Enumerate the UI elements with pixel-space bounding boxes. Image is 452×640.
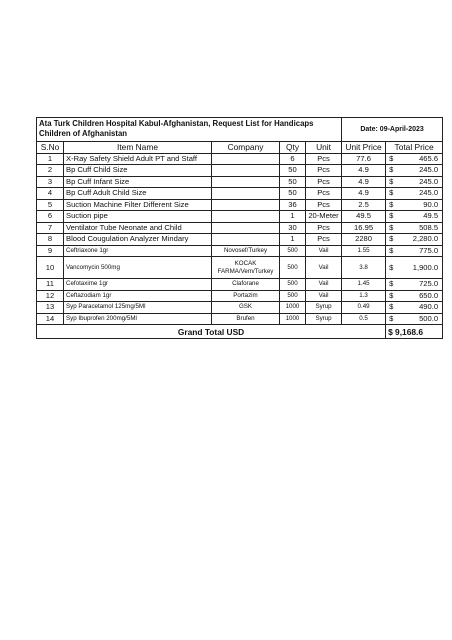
row-unit-price: 4.9 bbox=[342, 165, 386, 177]
row-total-price bbox=[386, 279, 443, 291]
row-item-name: Suction Machine Filter Different Size bbox=[64, 199, 212, 211]
row-unit-price: 4.9 bbox=[342, 176, 386, 188]
grand-total-label: Grand Total USD bbox=[37, 325, 386, 339]
header-unit: Unit bbox=[306, 142, 342, 154]
currency-symbol: $ bbox=[389, 176, 394, 186]
row-unit: 20-Meter bbox=[306, 211, 342, 223]
row-total-amount: 490.0 bbox=[419, 302, 439, 312]
row-unit: Vail bbox=[306, 290, 342, 302]
title-row bbox=[37, 118, 443, 142]
table-row bbox=[37, 188, 443, 200]
table-row bbox=[37, 176, 443, 188]
row-company bbox=[212, 176, 280, 188]
row-qty: 1 bbox=[280, 211, 306, 223]
row-total-amount: 725.0 bbox=[419, 279, 439, 289]
row-company: Brufen bbox=[212, 313, 280, 325]
row-sno: 2 bbox=[37, 165, 64, 177]
currency-symbol: $ bbox=[389, 290, 394, 300]
row-unit-price: 2.5 bbox=[342, 199, 386, 211]
row-qty: 30 bbox=[280, 222, 306, 234]
row-total-price bbox=[386, 211, 443, 223]
row-qty: 50 bbox=[280, 176, 306, 188]
row-qty: 500 bbox=[280, 257, 306, 279]
table-row bbox=[37, 279, 443, 291]
row-company: Claforane bbox=[212, 279, 280, 291]
row-total-amount: 49.5 bbox=[423, 211, 439, 221]
row-unit-price: 1.55 bbox=[342, 245, 386, 257]
row-unit-price: 77.6 bbox=[342, 153, 386, 165]
header-company: Company bbox=[212, 142, 280, 154]
header-total-price: Total Price bbox=[386, 142, 443, 154]
row-unit-price: 2280 bbox=[342, 234, 386, 246]
row-item-name: Cefotaxime 1gr bbox=[64, 279, 212, 291]
header-item-name: Item Name bbox=[64, 142, 212, 154]
row-company: Portazim bbox=[212, 290, 280, 302]
row-total-price bbox=[386, 234, 443, 246]
header-sno: S.No bbox=[37, 142, 64, 154]
row-company-line2: FARMA/Vem/Turkey bbox=[217, 267, 274, 275]
row-total-price bbox=[386, 302, 443, 314]
table-row bbox=[37, 153, 443, 165]
row-sno: 8 bbox=[37, 234, 64, 246]
row-unit: Pcs bbox=[306, 234, 342, 246]
header-row bbox=[37, 142, 443, 154]
row-item-name: Bp Cuff Infant Size bbox=[64, 176, 212, 188]
row-total-amount: 465.6 bbox=[419, 153, 439, 163]
currency-symbol: $ bbox=[389, 313, 394, 323]
row-unit-price: 16.95 bbox=[342, 222, 386, 234]
currency-symbol: $ bbox=[389, 262, 394, 272]
row-sno: 11 bbox=[37, 279, 64, 291]
row-total-amount: 500.0 bbox=[419, 313, 439, 323]
row-unit: Pcs bbox=[306, 176, 342, 188]
row-company: Novosef/Turkey bbox=[212, 245, 280, 257]
row-sno: 10 bbox=[37, 257, 64, 279]
row-unit-price: 1.45 bbox=[342, 279, 386, 291]
table-row bbox=[37, 290, 443, 302]
row-company bbox=[212, 234, 280, 246]
row-company bbox=[212, 199, 280, 211]
row-unit: Pcs bbox=[306, 165, 342, 177]
row-sno: 6 bbox=[37, 211, 64, 223]
row-total-amount: 245.0 bbox=[419, 176, 439, 186]
row-unit-price: 0.49 bbox=[342, 302, 386, 314]
row-item-name: Ceftazodiam 1gr bbox=[64, 290, 212, 302]
row-company: GSK bbox=[212, 302, 280, 314]
currency-symbol: $ bbox=[389, 245, 394, 255]
row-sno: 12 bbox=[37, 290, 64, 302]
row-total-price bbox=[386, 290, 443, 302]
row-sno: 4 bbox=[37, 188, 64, 200]
row-item-name: X-Ray Safety Shield Adult PT and Staff bbox=[64, 153, 212, 165]
table-row bbox=[37, 257, 443, 279]
document-date: Date: 09-April-2023 bbox=[342, 118, 443, 142]
currency-symbol: $ bbox=[389, 165, 394, 175]
currency-symbol: $ bbox=[389, 188, 394, 198]
row-unit-price: 0.5 bbox=[342, 313, 386, 325]
row-total-price bbox=[386, 222, 443, 234]
row-total-price bbox=[386, 165, 443, 177]
row-total-amount: 2,280.0 bbox=[412, 234, 439, 244]
row-total-amount: 508.5 bbox=[419, 222, 439, 232]
row-unit: Vail bbox=[306, 245, 342, 257]
row-sno: 13 bbox=[37, 302, 64, 314]
row-company bbox=[212, 165, 280, 177]
row-total-price bbox=[386, 199, 443, 211]
row-company-line1: KOCAK bbox=[234, 259, 257, 267]
row-qty: 500 bbox=[280, 290, 306, 302]
grand-total-value: $ 9,168.6 bbox=[386, 325, 443, 339]
table-row bbox=[37, 222, 443, 234]
request-list-table bbox=[36, 117, 443, 339]
currency-symbol: $ bbox=[389, 211, 394, 221]
row-qty: 50 bbox=[280, 165, 306, 177]
row-company bbox=[212, 257, 280, 279]
row-item-name: Syp Ibuprofen 200mg/5Ml bbox=[64, 313, 212, 325]
row-qty: 500 bbox=[280, 245, 306, 257]
header-unit-price: Unit Price bbox=[342, 142, 386, 154]
row-qty: 500 bbox=[280, 279, 306, 291]
table-row bbox=[37, 302, 443, 314]
row-unit: Syrup bbox=[306, 302, 342, 314]
row-total-amount: 1,900.0 bbox=[412, 262, 439, 272]
row-unit: Pcs bbox=[306, 222, 342, 234]
row-total-amount: 650.0 bbox=[419, 290, 439, 300]
currency-symbol: $ bbox=[389, 234, 394, 244]
row-company bbox=[212, 188, 280, 200]
table-row bbox=[37, 165, 443, 177]
row-qty: 50 bbox=[280, 188, 306, 200]
row-sno: 7 bbox=[37, 222, 64, 234]
row-sno: 1 bbox=[37, 153, 64, 165]
header-qty: Qty bbox=[280, 142, 306, 154]
row-company bbox=[212, 222, 280, 234]
row-item-name: Syp Paracetamol 125mg/5Ml bbox=[64, 302, 212, 314]
table-row bbox=[37, 245, 443, 257]
row-item-name: Ceftriaxone 1gr bbox=[64, 245, 212, 257]
currency-symbol: $ bbox=[389, 222, 394, 232]
row-unit: Pcs bbox=[306, 188, 342, 200]
row-total-price bbox=[386, 188, 443, 200]
currency-symbol: $ bbox=[389, 153, 394, 163]
row-item-name: Bp Cuff Adult Child Size bbox=[64, 188, 212, 200]
row-total-amount: 245.0 bbox=[419, 165, 439, 175]
row-item-name: Ventilator Tube Neonate and Child bbox=[64, 222, 212, 234]
row-unit-price: 4.9 bbox=[342, 188, 386, 200]
table-row bbox=[37, 199, 443, 211]
row-unit-price: 49.5 bbox=[342, 211, 386, 223]
row-company bbox=[212, 211, 280, 223]
row-sno: 9 bbox=[37, 245, 64, 257]
row-total-amount: 90.0 bbox=[423, 199, 439, 209]
row-qty: 1 bbox=[280, 234, 306, 246]
row-sno: 14 bbox=[37, 313, 64, 325]
row-total-price bbox=[386, 153, 443, 165]
grand-total-row bbox=[37, 325, 443, 339]
row-total-amount: 775.0 bbox=[419, 245, 439, 255]
row-item-name: Bp Cuff Child Size bbox=[64, 165, 212, 177]
table-row bbox=[37, 313, 443, 325]
row-total-price bbox=[386, 176, 443, 188]
row-qty: 36 bbox=[280, 199, 306, 211]
row-sno: 5 bbox=[37, 199, 64, 211]
row-unit: Pcs bbox=[306, 199, 342, 211]
row-total-price bbox=[386, 257, 443, 279]
row-unit: Syrup bbox=[306, 313, 342, 325]
row-unit: Vail bbox=[306, 279, 342, 291]
row-sno: 3 bbox=[37, 176, 64, 188]
row-item-name: Vancomycin 500mg bbox=[64, 257, 212, 279]
currency-symbol: $ bbox=[389, 199, 394, 209]
row-qty: 1000 bbox=[280, 313, 306, 325]
row-unit-price: 1.3 bbox=[342, 290, 386, 302]
row-item-name: Blood Cougulation Analyzer Mindary bbox=[64, 234, 212, 246]
table-row bbox=[37, 211, 443, 223]
table-row bbox=[37, 234, 443, 246]
currency-symbol: $ bbox=[389, 302, 394, 312]
row-total-price bbox=[386, 313, 443, 325]
row-company bbox=[212, 153, 280, 165]
currency-symbol: $ bbox=[389, 279, 394, 289]
request-list-sheet bbox=[36, 117, 442, 339]
row-total-price bbox=[386, 245, 443, 257]
row-qty: 6 bbox=[280, 153, 306, 165]
row-unit-price: 3.8 bbox=[342, 257, 386, 279]
row-unit: Pcs bbox=[306, 153, 342, 165]
row-qty: 1000 bbox=[280, 302, 306, 314]
row-unit: Vail bbox=[306, 257, 342, 279]
row-item-name: Suction pipe bbox=[64, 211, 212, 223]
document-title: Ata Turk Children Hospital Kabul-Afghanistan, Request List for Handicaps Children of Afghanistan bbox=[37, 118, 342, 142]
row-total-amount: 245.0 bbox=[419, 188, 439, 198]
